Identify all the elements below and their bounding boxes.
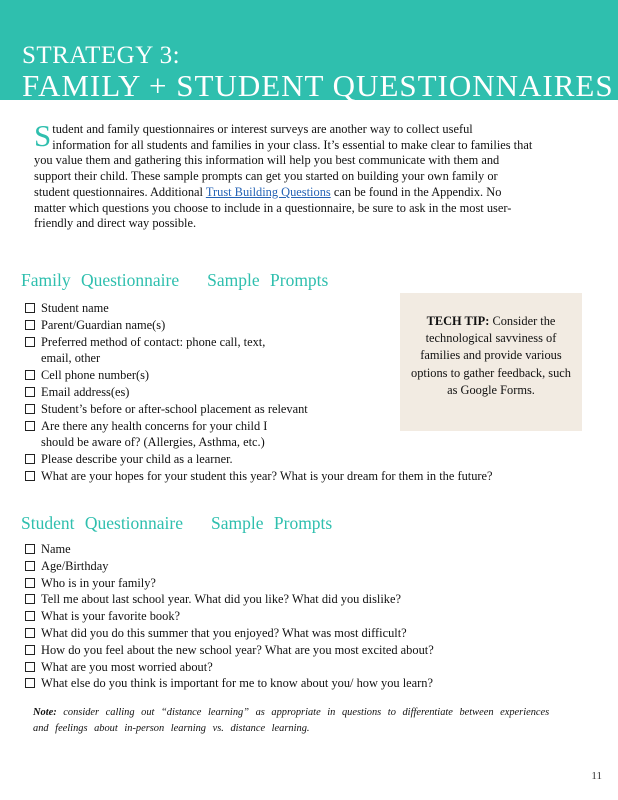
- checkbox-icon[interactable]: [25, 645, 35, 655]
- list-item-text: Student’s before or after-school placement as relevant: [41, 401, 308, 416]
- list-item: [24, 575, 564, 592]
- drop-cap: S: [34, 118, 52, 153]
- trust-building-questions-link[interactable]: Trust Building Questions: [205, 184, 331, 199]
- student-heading-subtitle: Sample Prompts: [211, 513, 333, 533]
- checkbox-icon[interactable]: [25, 578, 35, 588]
- checkbox-icon[interactable]: [25, 628, 35, 638]
- list-item-text: Who is in your family?: [41, 575, 156, 590]
- page-number: 11: [591, 770, 602, 782]
- list-item: [24, 300, 344, 317]
- checkbox-icon[interactable]: [25, 421, 35, 431]
- family-section-heading: [21, 270, 328, 291]
- list-item: [24, 591, 564, 608]
- list-item: [24, 541, 564, 558]
- list-item: [24, 451, 344, 468]
- page-title: FAMILY + STUDENT QUESTIONNAIRES: [22, 68, 614, 103]
- intro-paragraph: [34, 118, 534, 232]
- checkbox-icon[interactable]: [25, 662, 35, 672]
- note-paragraph: [33, 705, 553, 737]
- note-label: Note:: [33, 707, 57, 718]
- checkbox-icon[interactable]: [25, 678, 35, 688]
- family-heading-title: Family Questionnaire: [21, 270, 180, 290]
- intro-text-before-link: tudent and family questionnaires or interest surveys are another way to collect useful information for all students and families in your class. It’s essential to make clear to families that you value them and gathering this information will help you best communicate with them and support their child. These sample prompts can get you started on building your own family or student questionnaires. Additional: [34, 122, 533, 199]
- tech-tip-box: [400, 293, 582, 431]
- list-item-text: What else do you think is important for me to know about you/ how you learn?: [41, 676, 433, 691]
- list-item-text: Age/Birthday: [41, 558, 109, 573]
- list-item-text: Tell me about last school year. What did you like? What did you dislike?: [41, 592, 401, 607]
- checkbox-icon[interactable]: [25, 387, 35, 397]
- list-item: [24, 384, 344, 401]
- list-item: [24, 642, 564, 659]
- checkbox-icon[interactable]: [25, 544, 35, 554]
- list-item-text: What is your favorite book?: [41, 609, 181, 624]
- list-item-text: Are there any health concerns for your child I should be aware of? (Allergies, Asthma, etc.): [41, 418, 268, 450]
- list-item: [24, 334, 291, 368]
- list-item: [24, 468, 531, 485]
- list-item-text: Name: [41, 542, 71, 556]
- checkbox-icon[interactable]: [25, 320, 35, 330]
- list-item: [24, 418, 301, 452]
- note-text: consider calling out “distance learning” as appropriate in questions to differentiate between experiences and feelings about in-person learning vs. distance learning.: [33, 707, 550, 734]
- list-item-text: Preferred method of contact: phone call, text, email, other: [41, 334, 266, 366]
- list-item-text: What are your hopes for your student this year? What is your dream for them in the future?: [41, 468, 493, 483]
- checkbox-icon[interactable]: [25, 337, 35, 347]
- header-banner: [0, 0, 618, 103]
- list-item-text: Please describe your child as a learner.: [41, 452, 233, 467]
- student-section-heading: [21, 513, 332, 534]
- checkbox-icon[interactable]: [25, 471, 35, 481]
- checkbox-icon[interactable]: [25, 611, 35, 621]
- list-item: [24, 675, 564, 692]
- checkbox-icon[interactable]: [25, 561, 35, 571]
- list-item-text: Student name: [41, 301, 109, 315]
- list-item-text: What are you most worried about?: [41, 659, 213, 674]
- list-item-text: Email address(es): [41, 384, 130, 399]
- student-prompts-list: [24, 541, 564, 692]
- list-item: [24, 401, 381, 418]
- tech-tip-text: Consider the technological savviness of families and provide various options to gather feedback, such as Google Forms.: [411, 314, 571, 397]
- family-heading-subtitle: Sample Prompts: [207, 270, 329, 290]
- tech-tip-label: TECH TIP:: [426, 314, 490, 328]
- list-item: [24, 558, 564, 575]
- list-item-text: Parent/Guardian name(s): [41, 317, 166, 332]
- list-item: [24, 625, 564, 642]
- list-item: [24, 367, 344, 384]
- intro-text-after-link: can be found in the Appendix. No matter which questions you choose to include in a questionnaire, be sure to ask in the most user-friendly and direct way possible.: [34, 184, 512, 231]
- list-item-text: What did you do this summer that you enjoyed? What was most difficult?: [41, 625, 407, 640]
- checkbox-icon[interactable]: [25, 404, 35, 414]
- list-item: [24, 659, 564, 676]
- list-item-text: How do you feel about the new school year? What are you most excited about?: [41, 642, 434, 657]
- strategy-label: STRATEGY 3:: [22, 42, 181, 69]
- checkbox-icon[interactable]: [25, 454, 35, 464]
- list-item: [24, 317, 344, 334]
- checkbox-icon[interactable]: [25, 370, 35, 380]
- checkbox-icon[interactable]: [25, 594, 35, 604]
- student-heading-title: Student Questionnaire: [21, 513, 184, 533]
- checkbox-icon[interactable]: [25, 303, 35, 313]
- list-item-text: Cell phone number(s): [41, 368, 150, 383]
- list-item: [24, 608, 564, 625]
